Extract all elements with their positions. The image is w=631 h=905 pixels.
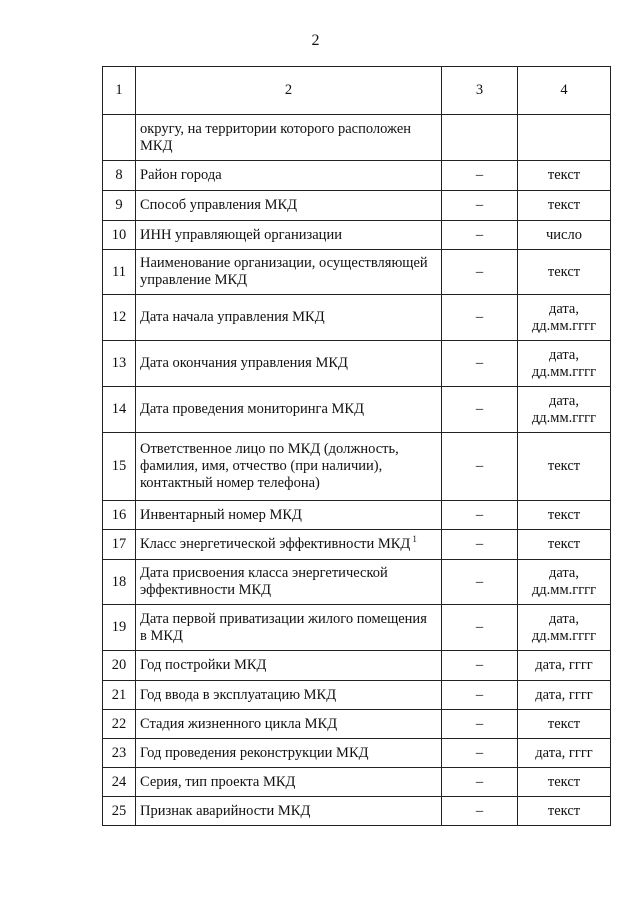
row-number-cell-text: 10 — [111, 226, 127, 243]
row-number-cell — [103, 295, 136, 341]
row-format-cell — [518, 221, 611, 250]
row-description-cell-text: округу, на территории которого расположен МКД — [140, 120, 412, 154]
row-flag-cell-text: – — [475, 619, 484, 635]
row-flag-cell-text: – — [475, 506, 484, 523]
row-number-cell — [103, 530, 136, 560]
row-description-cell-text: Стадия жизненного цикла МКД — [140, 715, 338, 732]
row-description-cell-text: Дата присвоения класса энергетической эффективности МКД — [140, 565, 388, 598]
row-description-cell — [136, 681, 442, 710]
row-flag-cell — [442, 651, 518, 681]
row-format-cell-text: текст — [547, 536, 581, 552]
table-row — [103, 768, 611, 797]
row-number-cell — [103, 191, 136, 221]
row-format-cell-text: дата, гггг — [535, 657, 593, 673]
row-description-cell-text: Инвентарный номер МКД — [140, 506, 302, 523]
data-table — [102, 66, 611, 826]
row-flag-cell — [442, 191, 518, 221]
row-format-cell-text: дата, гггг — [535, 686, 593, 703]
table-row — [103, 605, 611, 651]
row-description-cell — [136, 221, 442, 250]
row-description-cell — [136, 295, 442, 341]
row-format-cell-text: дата, дд.мм.гггг — [531, 565, 597, 598]
table-row — [103, 115, 611, 161]
row-description-cell — [136, 433, 442, 501]
table-row — [103, 501, 611, 530]
row-number-cell — [103, 739, 136, 768]
row-number-cell — [103, 501, 136, 530]
row-format-cell — [518, 250, 611, 295]
row-description-cell-text: Дата начала управления МКД — [140, 309, 325, 325]
row-flag-cell-text: – — [475, 458, 484, 474]
table-row — [103, 651, 611, 681]
page-number: 2 — [311, 32, 320, 49]
row-format-cell-text: текст — [547, 773, 581, 790]
row-number-cell-text: 19 — [111, 619, 127, 635]
row-format-cell — [518, 341, 611, 387]
row-description-cell — [136, 341, 442, 387]
row-format-cell — [518, 681, 611, 710]
row-description-cell-text: Класс энергетической эффективности МКД — [140, 536, 411, 552]
row-number-cell-text: 8 — [115, 167, 123, 183]
row-number-cell-text: 16 — [111, 506, 127, 523]
row-flag-cell — [442, 797, 518, 826]
row-format-cell — [518, 605, 611, 651]
row-format-cell — [518, 433, 611, 501]
row-number-cell — [103, 560, 136, 605]
header-cell-4: 4 — [518, 67, 611, 115]
row-number-cell — [103, 710, 136, 739]
row-description-cell — [136, 797, 442, 826]
row-description-cell — [136, 768, 442, 797]
row-description-cell-text: Способ управления МКД — [140, 197, 298, 213]
row-flag-cell — [442, 501, 518, 530]
row-format-cell — [518, 768, 611, 797]
row-format-cell — [518, 191, 611, 221]
row-format-cell — [518, 161, 611, 191]
row-flag-cell-text: – — [475, 263, 484, 280]
row-description-cell — [136, 191, 442, 221]
row-number-cell — [103, 768, 136, 797]
table-row — [103, 739, 611, 768]
row-format-cell — [518, 710, 611, 739]
row-description-cell — [136, 115, 442, 161]
row-description-cell-text: Дата проведения мониторинга МКД — [140, 401, 364, 417]
row-description-cell — [136, 501, 442, 530]
row-format-cell-text: текст — [547, 715, 581, 732]
table-row — [103, 710, 611, 739]
row-description-cell-text: Серия, тип проекта МКД — [140, 773, 296, 790]
table-row — [103, 221, 611, 250]
row-description-cell-text: Год постройки МКД — [140, 657, 267, 673]
row-description-cell — [136, 250, 442, 295]
table-row — [103, 161, 611, 191]
row-number-cell — [103, 433, 136, 501]
row-format-cell-text: текст — [547, 167, 581, 183]
row-number-cell — [103, 797, 136, 826]
row-description-cell-text: Ответственное лицо по МКД (должность, фамилия, имя, отчество (при наличии), контактный номер телефона) — [140, 441, 399, 491]
row-description-cell — [136, 710, 442, 739]
row-format-cell — [518, 387, 611, 433]
table-row — [103, 191, 611, 221]
row-flag-cell-text: – — [475, 744, 484, 761]
table-row — [103, 341, 611, 387]
row-number-cell-text: 17 — [111, 536, 127, 552]
row-flag-cell-text: – — [475, 686, 484, 703]
row-flag-cell — [442, 221, 518, 250]
row-description-cell — [136, 651, 442, 681]
table-row — [103, 433, 611, 501]
row-flag-cell-text: – — [475, 536, 484, 552]
row-description-cell — [136, 387, 442, 433]
row-description-cell — [136, 560, 442, 605]
row-format-cell — [518, 560, 611, 605]
row-flag-cell-text: – — [475, 773, 484, 790]
row-flag-cell — [442, 768, 518, 797]
row-format-cell-text: дата, гггг — [535, 744, 593, 761]
row-number-cell-text: 23 — [111, 744, 127, 761]
row-format-cell-text: текст — [547, 263, 581, 280]
row-description-cell-text: Наименование организации, осуществляющей управление МКД — [140, 255, 428, 288]
row-number-cell-text: 21 — [111, 686, 127, 703]
row-number-cell — [103, 221, 136, 250]
row-flag-cell — [442, 739, 518, 768]
row-flag-cell-text: – — [475, 401, 484, 417]
row-flag-cell — [442, 560, 518, 605]
row-description-cell — [136, 605, 442, 651]
row-flag-cell — [442, 433, 518, 501]
row-number-cell — [103, 681, 136, 710]
row-flag-cell-text: – — [475, 197, 484, 213]
row-description-cell-text: Дата первой приватизации жилого помещения в МКД — [140, 610, 427, 644]
row-flag-cell — [442, 710, 518, 739]
row-format-cell-text: текст — [547, 197, 581, 213]
row-format-cell-text: текст — [547, 506, 581, 523]
row-number-cell — [103, 651, 136, 681]
row-format-cell — [518, 651, 611, 681]
header-cell-3: 3 — [442, 67, 518, 115]
row-number-cell-text: 15 — [111, 458, 127, 474]
row-flag-cell — [442, 387, 518, 433]
header-cell-2: 2 — [136, 67, 442, 115]
row-flag-cell-text: – — [475, 167, 484, 183]
row-flag-cell-text: – — [475, 802, 484, 819]
row-flag-cell — [442, 161, 518, 191]
row-description-cell-text: Дата окончания управления МКД — [140, 355, 348, 371]
table-row — [103, 250, 611, 295]
row-number-cell-text: 20 — [111, 657, 127, 673]
row-description-cell-text: Год ввода в эксплуатацию МКД — [140, 686, 337, 703]
row-flag-cell-text: – — [475, 657, 484, 673]
row-number-cell-text: 13 — [111, 355, 127, 371]
row-format-cell-text: текст — [547, 802, 581, 819]
table-row — [103, 530, 611, 560]
row-number-cell — [103, 605, 136, 651]
row-description-cell — [136, 739, 442, 768]
row-flag-cell — [442, 295, 518, 341]
row-format-cell — [518, 739, 611, 768]
row-flag-cell-text: – — [475, 226, 484, 243]
row-number-cell-text: 11 — [112, 263, 126, 280]
row-number-cell — [103, 387, 136, 433]
row-format-cell — [518, 501, 611, 530]
row-number-cell-text: 24 — [111, 773, 127, 790]
row-description-cell-text: Признак аварийности МКД — [140, 802, 311, 819]
row-description-cell-text: ИНН управляющей организации — [140, 226, 342, 243]
row-flag-cell — [442, 530, 518, 560]
row-flag-cell-text: – — [475, 715, 484, 732]
row-number-cell-text: 9 — [115, 197, 123, 213]
row-description-cell — [136, 530, 442, 560]
row-number-cell — [103, 161, 136, 191]
row-number-cell-text: 14 — [111, 401, 127, 417]
footnote-marker: 1 — [412, 534, 417, 544]
table-row — [103, 295, 611, 341]
table-header-row — [103, 67, 611, 115]
row-format-cell-text: дата, дд.мм.гггг — [531, 610, 597, 644]
row-format-cell — [518, 530, 611, 560]
row-description-cell-text: Год проведения реконструкции МКД — [140, 744, 369, 761]
row-flag-cell — [442, 341, 518, 387]
header-cell-1: 1 — [103, 67, 136, 115]
row-number-cell-text: 18 — [111, 573, 127, 590]
table-row — [103, 560, 611, 605]
table-row — [103, 681, 611, 710]
row-format-cell-text: дата, дд.мм.гггг — [531, 346, 597, 380]
row-number-cell — [103, 115, 136, 161]
row-flag-cell-text: – — [475, 355, 484, 371]
table-row — [103, 797, 611, 826]
table-row — [103, 387, 611, 433]
row-number-cell — [103, 250, 136, 295]
row-flag-cell — [442, 681, 518, 710]
row-flag-cell-text: – — [475, 573, 484, 590]
row-description-cell — [136, 161, 442, 191]
row-format-cell-text: дата, дд.мм.гггг — [531, 392, 597, 426]
row-number-cell-text: 25 — [111, 802, 127, 819]
row-format-cell-text: дата, дд.мм.гггг — [531, 300, 597, 334]
row-number-cell-text: 12 — [111, 309, 127, 325]
row-format-cell-text: текст — [547, 458, 581, 474]
row-flag-cell — [442, 115, 518, 161]
row-format-cell-text: число — [546, 226, 582, 243]
row-flag-cell — [442, 605, 518, 651]
row-format-cell — [518, 797, 611, 826]
row-format-cell — [518, 295, 611, 341]
row-flag-cell-text: – — [475, 309, 484, 325]
row-format-cell — [518, 115, 611, 161]
row-flag-cell — [442, 250, 518, 295]
row-number-cell-text: 22 — [111, 715, 127, 732]
row-description-cell-text: Район города — [140, 167, 222, 183]
row-number-cell — [103, 341, 136, 387]
